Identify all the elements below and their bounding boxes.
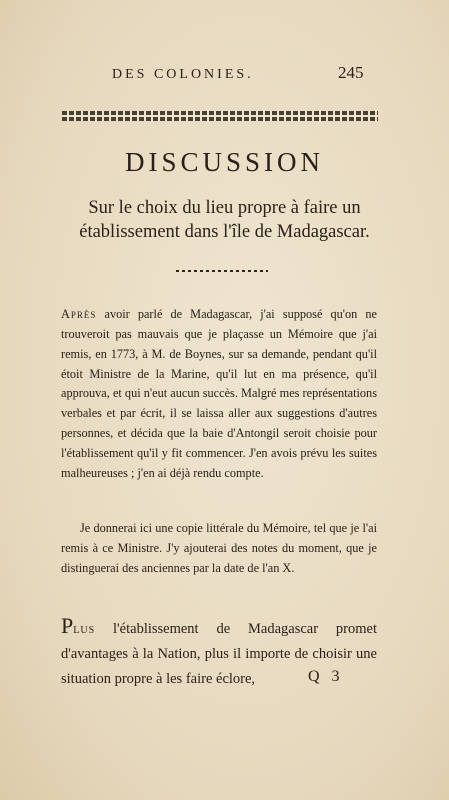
- paragraph-1: [61, 305, 377, 483]
- section-subtitle: [0, 196, 449, 244]
- ornamental-rule: [62, 111, 378, 121]
- paragraph-text: l'établissement de Madagascar promet d'avantages à la Nation, plus il importe de choisir une situation propre à les faire éclore,: [61, 620, 377, 687]
- paragraph-2: Je donnerai ici une copie littérale du Mémoire, tel que je l'ai remis à ce Ministre. J'y ajouterai des notes du moment, que je distinguerai des anciennes par la date de l'an X.: [61, 521, 377, 575]
- running-head: DES COLONIES.: [112, 67, 254, 82]
- paragraph-text: avoir parlé de Madagascar, j'ai supposé qu'on ne trouveroit pas mauvais que je plaçasse un Mémoire que j'ai remis, en 1773, à M. de Boynes, sur sa demande, pendant qu'il étoit Ministre de la Marine, qu'il lut en ma présence, qu'il approuva, et qui n'eut aucun succès. Malgré mes représentations verbales et par écrit, il se laissa aller aux suggestions d'autres personnes, et décida que la baie d'Antongil seroit choisie pour l'établissement qu'il y fit commencer. J'en avois prévu les suites malheureuses ; j'en ai déjà rendu compte.: [61, 307, 377, 480]
- section-heading: DISCUSSION: [124, 147, 325, 177]
- dotted-rule: [176, 270, 268, 272]
- subtitle-line: Sur le choix du lieu propre à faire un: [88, 198, 361, 218]
- paragraph-lead-initial: P: [61, 612, 74, 638]
- subtitle-line: établissement dans l'île de Madagascar.: [79, 222, 370, 242]
- page-number: 245: [338, 63, 364, 82]
- paragraph-lead-word: Après: [61, 307, 97, 322]
- signature-mark: Q 3: [308, 668, 344, 685]
- paragraph-lead-word: lus: [73, 620, 96, 637]
